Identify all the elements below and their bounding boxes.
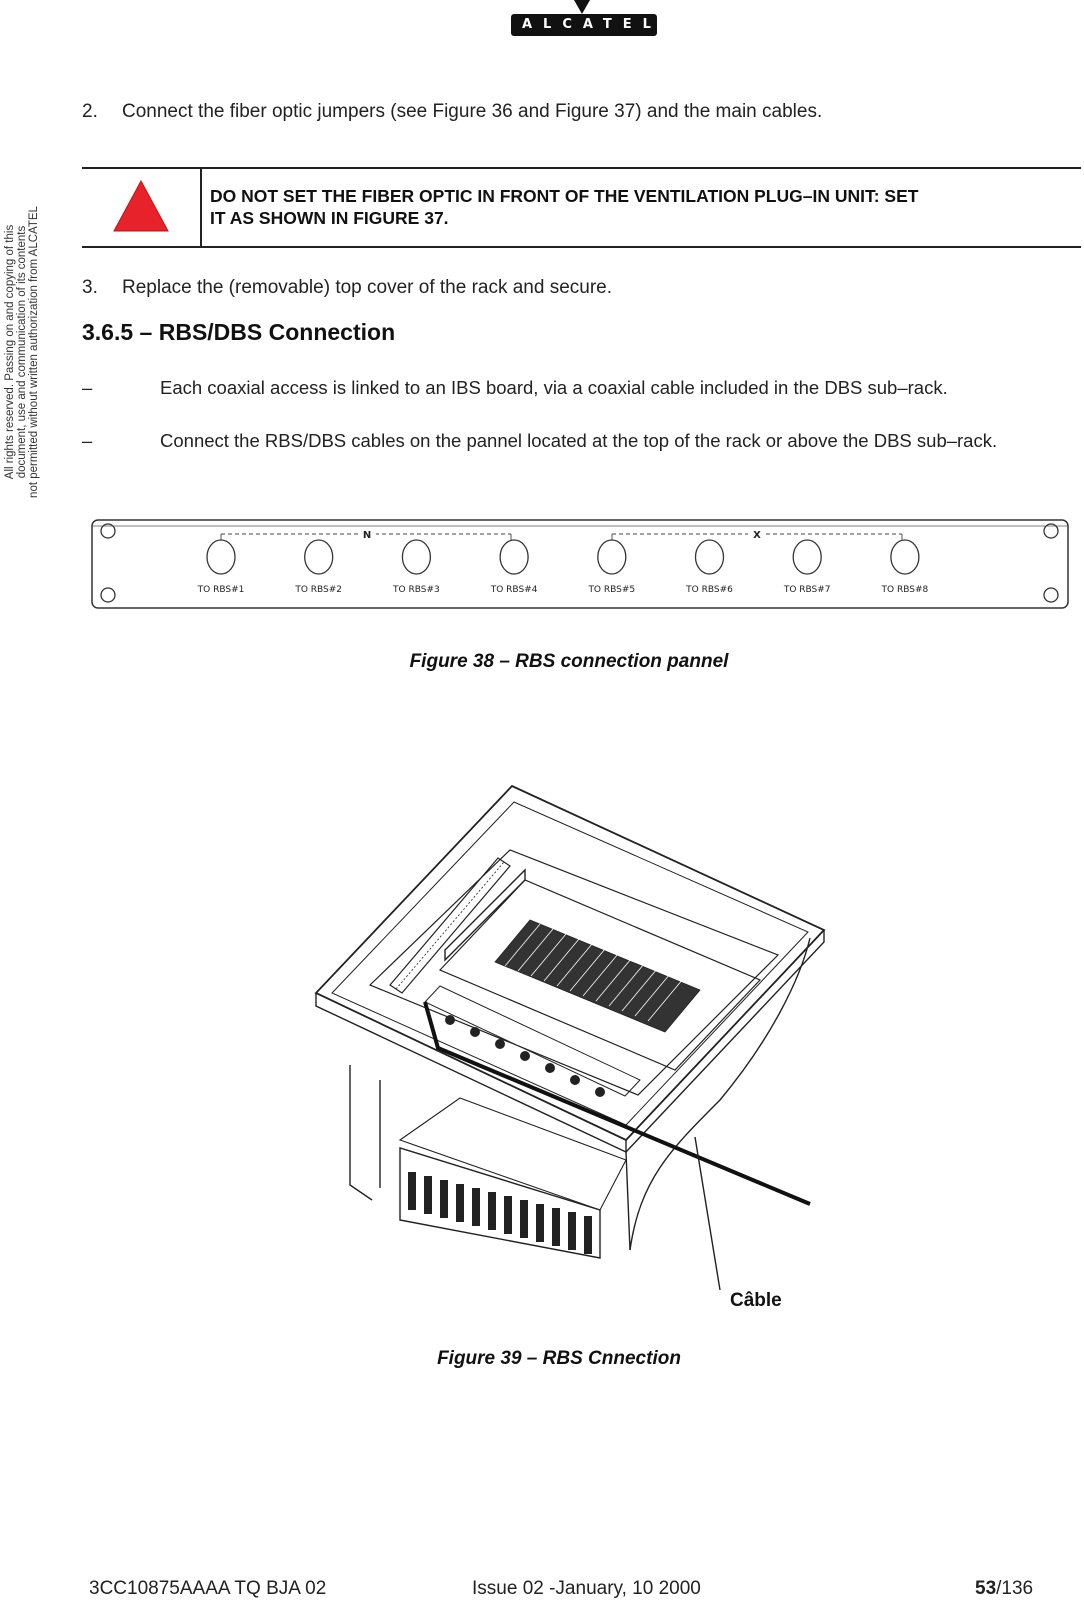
port-label: TO RBS#5 — [588, 585, 636, 595]
port-label: TO RBS#3 — [393, 585, 440, 595]
warning-line: DO NOT SET THE FIBER OPTIC IN FRONT OF THE VENTILATION PLUG–IN UNIT: SET — [210, 186, 919, 206]
mounting-hole — [1044, 588, 1058, 602]
warning-text — [210, 185, 1070, 229]
footer-doc-id: 3CC10875AAAA TQ BJA 02 — [89, 1578, 327, 1599]
step-text: Connect the fiber optic jumpers (see Figure 36 and Figure 37) and the main cables. — [122, 101, 823, 122]
group-label: N — [362, 530, 372, 541]
coax-connector — [207, 540, 235, 574]
rbs-connection-panel — [88, 512, 1072, 612]
bullet-item — [82, 430, 1072, 454]
step-number: 3. — [82, 277, 98, 298]
page-number: 53 — [975, 1578, 997, 1599]
mounting-hole — [101, 588, 115, 602]
footer-page-number — [975, 1578, 1033, 1600]
logo-marker-icon — [574, 0, 590, 14]
warning-line: IT AS SHOWN IN FIGURE 37. — [210, 208, 449, 228]
copyright-line: not permitted without written authorization from ALCATEL — [28, 206, 40, 498]
copyright-line: document, use and communication of its contents — [16, 225, 28, 479]
alcatel-logo: ALCATEL — [511, 14, 657, 36]
footer-issue: Issue 02 -January, 10 2000 — [472, 1578, 701, 1599]
page-total: /136 — [996, 1578, 1034, 1599]
rbs-connection-drawing — [300, 780, 840, 1290]
figure-39-caption: Figure 39 – RBS Cnnection — [437, 1348, 681, 1369]
group-label: X — [753, 530, 761, 541]
coax-connector — [402, 540, 430, 574]
port-label: TO RBS#2 — [295, 585, 343, 595]
step-3 — [82, 277, 982, 301]
figure-38-caption: Figure 38 – RBS connection pannel — [409, 651, 729, 672]
bullet-text: Connect the RBS/DBS cables on the pannel located at the top of the rack or above the DBS sub–rack. — [160, 430, 998, 451]
coax-connector — [696, 540, 724, 574]
warning-triangle-icon — [82, 169, 200, 246]
warning-icon-cell — [82, 169, 202, 246]
step-number: 2. — [82, 101, 98, 122]
port-label: TO RBS#4 — [490, 585, 538, 595]
bullet-dash: – — [82, 430, 93, 451]
copyright-notice — [4, 192, 40, 512]
warning-box — [82, 167, 1081, 248]
port-label: TO RBS#8 — [881, 585, 929, 595]
bullet-text: Each coaxial access is linked to an IBS board, via a coaxial cable included in the DBS sub–rack. — [160, 377, 948, 398]
bullet-item — [82, 377, 1072, 401]
step-text: Replace the (removable) top cover of the rack and secure. — [122, 277, 613, 298]
coax-connector — [891, 540, 919, 574]
step-2 — [82, 101, 982, 125]
coax-connector — [793, 540, 821, 574]
cable-callout: Câble — [730, 1290, 782, 1311]
port-label: TO RBS#7 — [783, 585, 831, 595]
port-label: TO RBS#1 — [197, 585, 245, 595]
bullet-dash: – — [82, 377, 93, 398]
coax-connector — [500, 540, 528, 574]
port-label: TO RBS#6 — [686, 585, 733, 595]
section-heading: 3.6.5 – RBS/DBS Connection — [82, 319, 396, 345]
coax-connector — [598, 540, 626, 574]
coax-connector — [305, 540, 333, 574]
copyright-line: All rights reserved. Passing on and copying of this — [4, 224, 16, 480]
